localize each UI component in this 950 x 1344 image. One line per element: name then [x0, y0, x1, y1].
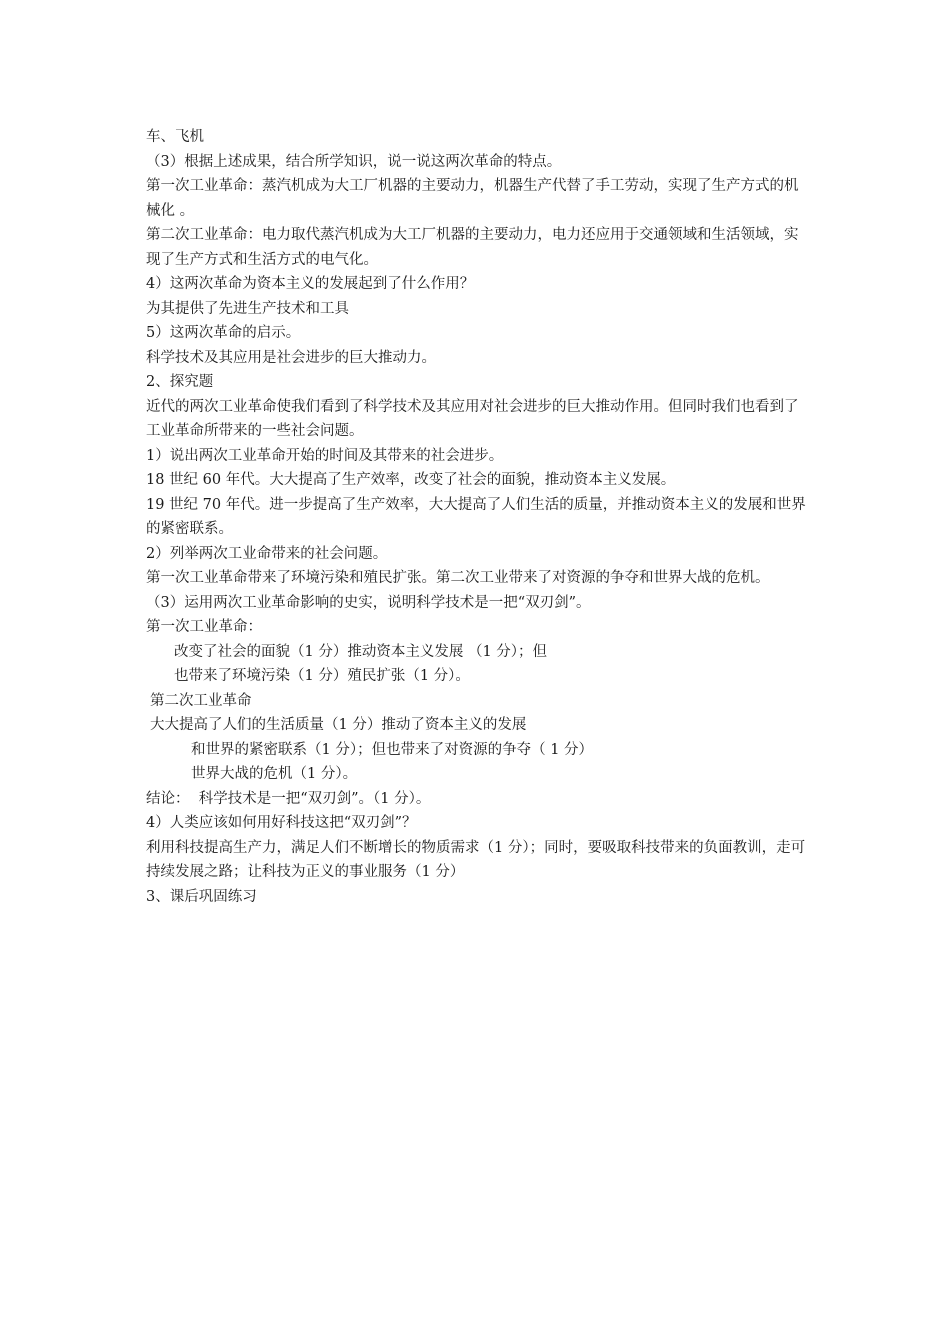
answer-line: 第一次工业革命：蒸汽机成为大工厂机器的主要动力，机器生产代替了手工劳动，实现了生产方式的机械化 。 — [146, 178, 799, 219]
question-line: 2）列举两次工业命带来的社会问题。 — [146, 545, 388, 562]
answer-line: 也带来了环境污染（1 分）殖民扩张（1 分）。 — [174, 668, 470, 684]
conclusion-line: 结论： 科学技术是一把“双刃剑”。（1 分）。 — [146, 790, 431, 807]
question-line: 5）这两次革命的启示。 — [146, 325, 301, 341]
question-line: （3）运用两次工业革命影响的史实，说明科学技术是一把“双刃剑”。 — [146, 594, 591, 611]
answer-line: 和世界的紧密联系（1 分）；但也带来了对资源的争夺（ 1 分） — [191, 741, 594, 758]
document-body — [146, 125, 812, 909]
section-heading: 2、探究题 — [146, 374, 214, 390]
answer-line: 利用科技提高生产力，满足人们不断增长的物质需求（1 分）；同时，要吸取科技带来的负面教训，走可持续发展之路；让科技为正义的事业服务（1 分） — [146, 839, 806, 880]
answer-line: 第二次工业革命：电力取代蒸汽机成为大工厂机器的主要动力，电力还应用于交通领域和生活领域，实现了生产方式和生活方式的电气化。 — [146, 227, 799, 268]
text-line: 车、飞机 — [146, 129, 204, 145]
question-line: 1）说出两次工业革命开始的时间及其带来的社会进步。 — [146, 447, 504, 464]
answer-line: 第二次工业革命 — [150, 692, 252, 709]
question-line: 4）人类应该如何用好科技这把“双刃剑”？ — [146, 815, 417, 831]
answer-line: 第一次工业革命带来了环境污染和殖民扩张。第二次工业带来了对资源的争夺和世界大战的危机。 — [146, 570, 770, 586]
answer-line: 为其提供了先进生产技术和工具 — [146, 300, 349, 317]
answer-line: 世界大战的危机（1 分）。 — [191, 766, 358, 782]
answer-line: 改变了社会的面貌（1 分）推动资本主义发展 （1 分）；但 — [174, 643, 548, 660]
question-line: 4）这两次革命为资本主义的发展起到了什么作用？ — [146, 276, 475, 292]
question-line: （3）根据上述成果，结合所学知识，说一说这两次革命的特点。 — [146, 153, 562, 170]
section-heading: 3、课后巩固练习 — [146, 888, 257, 905]
answer-line: 科学技术及其应用是社会进步的巨大推动力。 — [146, 349, 436, 366]
paragraph: 近代的两次工业革命使我们看到了科学技术及其应用对社会进步的巨大推动作用。但同时我们也看到了工业革命所带来的一些社会问题。 — [146, 398, 799, 439]
answer-line: 19 世纪 70 年代。进一步提高了生产效率，大大提高了人们生活的质量，并推动资本主义的发展和世界的紧密联系。 — [146, 496, 806, 537]
answer-line: 18 世纪 60 年代。大大提高了生产效率，改变了社会的面貌，推动资本主义发展。 — [146, 472, 676, 488]
answer-line: 大大提高了人们的生活质量（1 分）推动了资本主义的发展 — [150, 717, 527, 733]
answer-line: 第一次工业革命： — [146, 619, 262, 635]
